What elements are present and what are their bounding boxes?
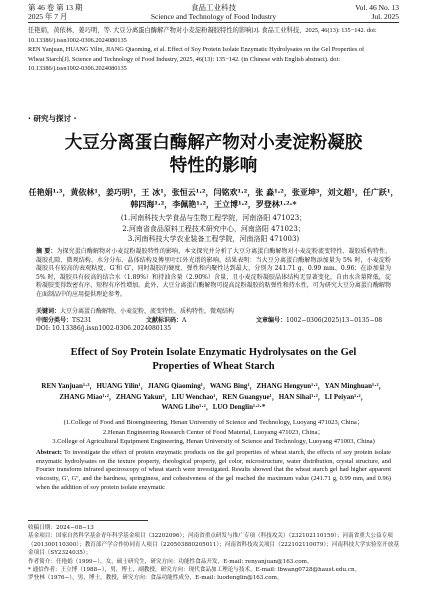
chinese-abstract xyxy=(36,248,391,299)
section-tag: · 研究与探讨 · xyxy=(28,114,77,123)
received-date: 收稿日期：2024−08−13 xyxy=(28,525,94,531)
english-author-list: REN Yanjuan¹·³，HUANG Yilin¹，JIANG Qiaoming¹，WANG Bing¹，ZHANG Hengyun¹·²，YAN Minghuan¹·²， ZHANG Miao¹·²，ZHANG Yakun³，LIU Wenchao¹，REN Guangyue¹，HAN Sihai¹·²，LI Peiyan¹·²， WANG Libo¹·²，LUO Denglin¹·²·* xyxy=(41,382,386,411)
article-number: 文章编号：1002−0306(2025)13−0135−08 xyxy=(256,317,383,324)
header-volume-issue-en: Vol. 46 No. 13 Jul. 2025 xyxy=(355,3,399,21)
corresponding-author: * 通信作者：王立博（1988−），男，博士，副教授，研究方向：现代食品加工理论与技术，E-mail: lbwang0728@haust.edu.cn。 xyxy=(28,567,361,574)
abstract-text: 为探究蛋白酶解物对小麦淀粉凝胶特性的影响，本文探究并分析了大豆分离蛋白酶解物对小麦淀粉流变特性、凝胶质构特性、凝胶孔隙、微观结构、水分分布、晶体结构及傅里叶红外光谱的影响。结果表明：当大豆分离蛋白酶解物添加量为 5% 时，小麦淀粉凝胶具有较高的表观粘度、G′和 G″，同时凝胶的硬度、弹性和内聚性达到最大，分别为 241.71 g、0.99 mm、0.96；在添加量为 5% 时，凝胶具有较高的结合水（1.89%）和持油含量（2.90%）含量，且小麦淀粉凝胶晶体结构无显著变化，自由水含量降低，淀粉凝胶变得致密有序，短程有序性增加。此外，大豆分离蛋白酶解物可提高淀粉凝胶的粘弹性和持水性，可为研究大豆分离蛋白酶解物在面制品中的应用提供理论参考。 xyxy=(36,248,391,298)
citation-cn-line: 任艳娟，黄依林，姜巧明，等. 大豆分离蛋白酶解产物对小麦淀粉凝胶特性的影响[J]. 食品工业科技，2025, 46(13): 135−142. doi: xyxy=(28,27,377,34)
citation-en-line: Wheat Starch[J]. Science and Technology of Food Industry, 2025, 46(13): 135−142. (in Chinese with English abstract). doi: xyxy=(28,55,340,63)
citation-en-line: REN Yanjuan, HUANG Yilin, JIANG Qiaoming, et al. Effect of Soy Protein Isolate Enzymatic Hydrolysates on the Gel Properties of xyxy=(28,46,365,54)
author-bio: 作者简介：任艳娟（1999−），女，硕士研究生，研究方向：功能性食品开发，E-mail: renyanjuan@163.com。 xyxy=(28,558,313,565)
header-volume-issue: 第 46 卷 第 13 期 2025 年 7 月 xyxy=(28,3,83,21)
chinese-title: 大豆分离蛋白酶解产物对小麦淀粉凝胶 特性的影响 xyxy=(64,133,363,176)
english-affiliations: (1.College of Food and Bioengineering, Henan University of Science and Technology, Luoyang 471023, China； 2.Henan Engineering Research Center of Food Material, Luoyang 471023, China； 3.College of Agricultural Equipment Engineering, Henan University of Science and Technology, Luoyang 471003, China) xyxy=(52,419,375,445)
footnote-divider xyxy=(28,520,148,521)
doi-line: DOI: 10.13386/j.issn1002-0306.2024080135 xyxy=(36,325,172,332)
abstract-label: Abstract: xyxy=(36,449,62,456)
author-bio: 罗登林（1976−），男，博士，教授，研究方向：食品功能性成分，E-mail: luodenglin@163.com。 xyxy=(28,575,283,582)
chinese-author-list: 任艳娟¹·³，黄依林¹，姜巧明¹，王 冰¹，张恒云¹·²，闫铭欢¹·²，张 淼¹·²，张亚坤³，刘文超¹，任广跃¹， 韩四海¹·²，李佩艳¹·²，王立博¹·²，罗登林¹·²·* xyxy=(28,187,399,209)
document-code: 文献标识码：A xyxy=(146,317,187,324)
header-divider xyxy=(28,22,399,23)
keywords-label: 关键词： xyxy=(36,308,61,315)
citation-block xyxy=(28,26,399,74)
abstract-label: 摘 要： xyxy=(36,248,57,255)
citation-en-doi: 10.13386/j.issn1002-0306.2024080135 xyxy=(28,65,127,73)
keywords xyxy=(36,308,391,317)
citation-cn-doi: 10.13386/j.issn1002-0306.2024080135 xyxy=(28,36,127,44)
english-title: Effect of Soy Protein Isolate Enzymatic Hydrolysates on the Gel Properties of Wheat Starch xyxy=(70,347,357,372)
abstract-text: To investigate the effect of protein enzymatic products on the gel properties of wheat starch, the effects of soy protein isolate enzymatic hydrolysates on the texture property, rheological property, gel color, microstructure, water distribution, crystal structure, and Fourier transform infrared spectroscopy of wheat starch were investigated. Results showed that the wheat starch gel had higher apparent viscosity, G′, G″, and the hardness, springiness, and cohesiveness of the gel reached the maximum value (241.71 g, 0.99 mm, and 0.96) when the addition of soy protein isolate enzymatic xyxy=(36,449,392,491)
footnotes xyxy=(28,524,399,583)
keywords-text: 大豆分离蛋白酶解物，小麦淀粉，流变特性，质构特性，微观结构 xyxy=(60,308,235,315)
fund-info: （201300110300）；教育部产学合作协同育人项目（220503880205011）；河南省科技攻关项目（222102110079）；河南科技大学实验室开放基金项目（SY2324035）； xyxy=(28,541,399,557)
english-abstract xyxy=(36,449,391,493)
chinese-affiliations: (1.河南科技大学食品与生物工程学院，河南洛阳 471023； 2.河南省食品原料工程技术研究中心，河南洛阳 471023； 3.河南科技大学农业装备工程学院，河南洛阳 471003) xyxy=(120,214,307,243)
fund-info: 基金项目：国家自然科学基金青年科学基金项目（32202096）；河南省重点研发与推广专项（科技攻关）（232102110159）；河南省重大公益专项 xyxy=(28,533,393,540)
header-journal-name: 食品工业科技 Science and Technology of Food Industry xyxy=(150,3,277,21)
clc-number: 中图分类号：TS231 xyxy=(36,317,92,324)
